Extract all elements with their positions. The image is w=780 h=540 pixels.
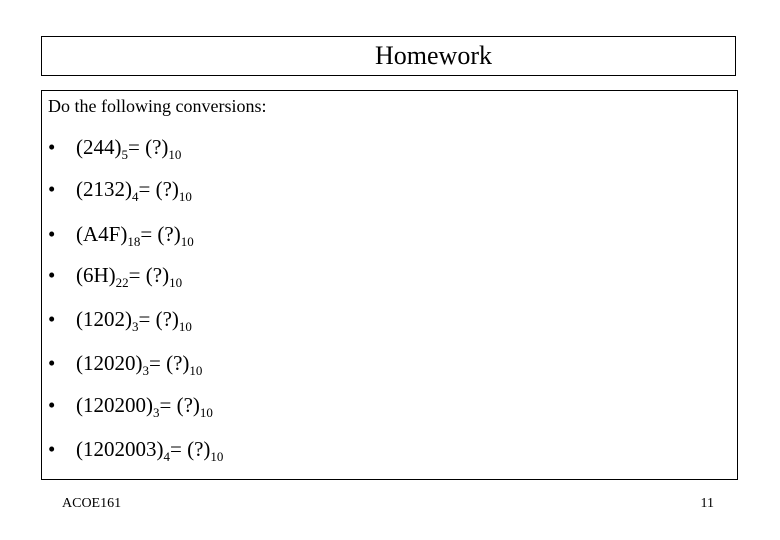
source-base: 4 xyxy=(163,449,170,464)
source-base: 3 xyxy=(132,319,139,334)
instructions: Do the following conversions: xyxy=(48,96,267,116)
target-base: 10 xyxy=(189,363,203,378)
conversion-item xyxy=(48,307,192,332)
conversion-item xyxy=(48,177,192,202)
number: (12020) xyxy=(76,351,143,375)
page-number: 11 xyxy=(700,496,714,511)
conversion-item xyxy=(48,437,223,462)
content-box xyxy=(41,90,738,480)
number: (2132) xyxy=(76,177,132,201)
bullet: • xyxy=(48,222,56,246)
slide-title: Homework xyxy=(375,41,492,70)
conversion-item xyxy=(48,222,194,247)
equals-unknown: = (?) xyxy=(128,135,169,159)
conversion-item xyxy=(48,135,181,160)
bullet: • xyxy=(48,135,56,159)
number: (244) xyxy=(76,135,122,159)
equals-unknown: = (?) xyxy=(149,351,190,375)
conversion-item xyxy=(48,351,202,376)
conversion-item xyxy=(48,263,182,288)
source-base: 22 xyxy=(115,275,129,290)
equals-unknown: = (?) xyxy=(140,222,181,246)
conversion-item xyxy=(48,393,213,418)
bullet: • xyxy=(48,351,56,375)
course-code: ACOE161 xyxy=(62,496,122,511)
bullet: • xyxy=(48,437,56,461)
source-base: 4 xyxy=(132,189,139,204)
equals-unknown: = (?) xyxy=(128,263,170,287)
source-base: 3 xyxy=(153,405,160,420)
target-base: 10 xyxy=(169,275,183,290)
source-base: 18 xyxy=(127,234,141,249)
equals-unknown: = (?) xyxy=(138,177,179,201)
number: (1202003) xyxy=(76,437,164,461)
source-base: 3 xyxy=(142,363,149,378)
number: (1202) xyxy=(76,307,132,331)
target-base: 10 xyxy=(178,189,192,204)
number: (A4F) xyxy=(76,222,128,246)
bullet: • xyxy=(48,177,56,201)
target-base: 10 xyxy=(180,234,194,249)
target-base: 10 xyxy=(210,449,224,464)
target-base: 10 xyxy=(199,405,213,420)
bullet: • xyxy=(48,307,56,331)
source-base: 5 xyxy=(121,147,128,162)
title-box xyxy=(41,36,736,76)
number: (6H) xyxy=(76,263,116,287)
target-base: 10 xyxy=(168,147,182,162)
number: (120200) xyxy=(76,393,153,417)
target-base: 10 xyxy=(178,319,192,334)
bullet: • xyxy=(48,393,56,417)
equals-unknown: = (?) xyxy=(170,437,211,461)
bullet: • xyxy=(48,263,56,287)
equals-unknown: = (?) xyxy=(159,393,200,417)
equals-unknown: = (?) xyxy=(138,307,179,331)
